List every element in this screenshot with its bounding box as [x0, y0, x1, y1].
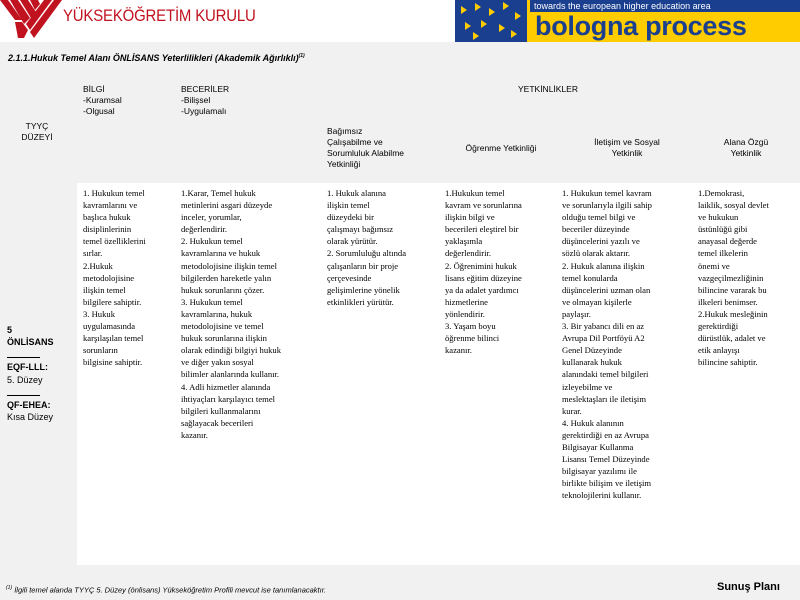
beceriler-column [175, 183, 321, 565]
column-text-line: ilişkin bilgi ve [445, 212, 495, 223]
yetkinlikler-header: YETKİNLİKLER [518, 84, 578, 94]
page-title: 2.1.1.Hukuk Temel Alanı ÖNLİSANS Yeterlilikleri (Akademik Ağırlıklı)$^{(1)}$ [8, 53, 305, 63]
column-text-line: düşüncelerini uzman olan [562, 284, 651, 295]
column-text-line: çalışmayı bağımsız [327, 224, 394, 235]
level-header: TYYÇ DÜZEYİ [21, 121, 53, 142]
column-text-line: kurar. [562, 405, 582, 416]
bilgi-column [77, 183, 175, 565]
column-text-line: sağlayacak becerileri [181, 417, 254, 428]
column-text-line: Lisansı Temel Düzeyinde [562, 454, 650, 465]
column-text-line: ya da adalet yardımcı [445, 284, 519, 295]
column-text-line: dürüstlük, adalet ve [698, 333, 766, 344]
column-text-line: gerektirdiği [698, 321, 739, 332]
column-text-line: temel konularda [562, 272, 618, 283]
column-text-line: 1.Hukukun temel [445, 188, 505, 198]
column-text-line: ve sorunlarıyla ilgili sahip [562, 200, 652, 211]
level-number: 5 [7, 325, 13, 335]
column-text-line: çerçevesinde [327, 272, 372, 283]
column-text-line: bilgisine sahiptir. [83, 357, 143, 368]
column-text-line: birlikte bilişim ve iletişim [562, 478, 652, 489]
column-text-line: gelişimlerine yönelik [327, 284, 400, 295]
column-text-line: 2.Hukuk [83, 260, 113, 271]
column-text-line: sorunların [83, 345, 118, 356]
column-text-line: sözlü olarak aktarır. [562, 248, 631, 259]
column-text-line: etkinlikleri yürütür. [327, 296, 394, 307]
subcol-header-bagimsiz: Bağımsız Çalışabilme ve Sorumluluk Alabilme Yetkinliği [327, 126, 405, 169]
column-text-line: ve hukukun [698, 212, 739, 223]
column-text-line: temel özelliklerini [83, 236, 146, 247]
subcol-header-ogrenme: Öğrenme Yetkinliği [465, 143, 537, 153]
level-name: ÖNLİSANS [7, 337, 54, 347]
yok-title: YÜKSEKÖĞRETİM KURULU [63, 6, 256, 25]
column-text-line: 2.Hukuk mesleğinin [698, 308, 768, 319]
column-text-line: 2. Hukukun temel [181, 236, 243, 247]
column-text-line: düzeydeki bir [327, 212, 375, 223]
column-text-line: beceriler düzeyinde [562, 224, 630, 235]
column-text-line: Avrupa Dil Portföyü A2 [562, 333, 645, 344]
column-text-line: alanındaki temel bilgileri [562, 369, 649, 380]
column-text-line: kavram ve sorunlarına [445, 200, 522, 211]
column-text-line: öğrenme bilinci [445, 333, 500, 344]
level-column [0, 183, 75, 565]
column-text-line: 1. Hukukun temel kavram [562, 188, 652, 198]
column-text-line: becerileri eleştirel bir [445, 224, 519, 235]
subcol-header-iletisim: İletişim ve Sosyal Yetkinlik [594, 137, 660, 158]
column-text-line: metinlerini asgari düzeyde [181, 200, 273, 211]
column-text-line: teknolojilerini kullanır. [562, 490, 642, 501]
column-text-line: 2. Hukuk alanına ilişkin [562, 260, 645, 271]
column-text-line: önemi ve [698, 260, 730, 271]
beceriler-header: BECERİLER -Bilişsel -Uygulamalı [181, 84, 230, 116]
column-text-line: lisans eğitim düzeyine [445, 272, 522, 283]
eqf-label: EQF-LLL: [7, 362, 48, 372]
divider [7, 357, 40, 358]
eqf-value: 5. Düzey [7, 375, 43, 385]
column-text-line: bilincine sahiptir. [698, 357, 758, 368]
column-text-line: metodolojisine [83, 272, 135, 283]
column-text-line: bilgileri kullanmalarını [181, 405, 261, 416]
column-text-line: değerlendirir. [181, 224, 228, 235]
bologna-stars-icon [455, 0, 527, 42]
column-text-line: gerektirdiği en az Avrupa [562, 429, 649, 440]
column-text-line: çalışanların bir proje [327, 260, 399, 271]
column-text-line: karşılaşılan temel [83, 333, 144, 344]
column-text-line: kullanarak hukuk [562, 357, 622, 368]
column-text-line: başlıca hukuk [83, 212, 131, 223]
column-text-line: 4. Hukuk alanının [562, 417, 624, 428]
column-text-line: 3. Hukuk [83, 308, 115, 319]
bologna-tagline: towards the european higher education area [530, 0, 800, 12]
qf-value: Kısa Düzey [7, 412, 54, 422]
column-text-line: temel ilkelerin [698, 248, 748, 259]
column-text-line: hukuk sorunlarına ilişkin [181, 333, 267, 344]
column-text-line: bilgilere sahiptir. [83, 296, 142, 307]
yok-logo-icon [0, 0, 62, 38]
column-text-line: bilincine vararak bu [698, 284, 767, 295]
divider [7, 395, 40, 396]
column-text-line: ilişkin temel [83, 284, 126, 295]
column-text-line: disiplinlerinin [83, 224, 132, 235]
column-text-line: olarak yürütür. [327, 236, 378, 247]
column-text-line: sırlar. [83, 248, 103, 259]
ogrenme-column [439, 183, 556, 565]
column-text-line: etik anlayışı [698, 345, 740, 356]
column-text-line: vazgeçilmezliğinin [698, 272, 764, 283]
column-text-line: metodolojisine ve temel [181, 321, 264, 332]
column-text-line: düşüncelerini yazılı ve [562, 236, 640, 247]
qf-label: QF-EHEA: [7, 400, 51, 410]
column-text-line: 1. Hukukun temel [83, 188, 145, 198]
column-text-line: 1. Hukuk alanına [327, 188, 386, 198]
column-text-line: 1.Demokrasi, [698, 188, 745, 198]
column-text-line: kazanır. [445, 345, 472, 356]
column-text-line: 3. Hukukun temel [181, 296, 243, 307]
column-text-line: kavramlarına ve hukuk [181, 248, 261, 259]
sunus-plani-link[interactable]: Sunuş Planı [717, 581, 780, 593]
column-text-line: inceler, yorumlar, [181, 212, 242, 223]
column-text-line: hizmetlerine [445, 296, 488, 307]
bologna-wordmark: bologna process [535, 11, 747, 41]
column-text-line: meslektaşları ile iletişim [562, 393, 647, 404]
column-text-line: laiklik, sosyal devlet [698, 200, 769, 211]
column-text-line: 4. Adli hizmetler alanında [181, 381, 271, 392]
column-text-line: metodolojisine ilişkin temel [181, 260, 277, 271]
column-text-line: anayasal değerde [698, 236, 757, 247]
iletisim-column [556, 183, 692, 565]
column-text-line: kazanır. [181, 429, 208, 440]
subcol-header-alana-ozgu: Alana Özgü Yetkinlik [723, 137, 769, 158]
bilgi-header: BİLGİ -Kuramsal -Olgusal [83, 84, 122, 116]
footnote: $^{(1)}$ İlgili temel alanda TYYÇ 5. Düzey (önlisans) Yükseköğretim Profili mevcut ise tanımlanacaktır. [6, 585, 327, 595]
column-text-line: olarak edindiği bilgiyi hukuk [181, 345, 282, 356]
bologna-banner [455, 0, 800, 42]
page-header [0, 0, 800, 42]
column-text-line: bilgisayar yazılımı ile [562, 466, 637, 477]
column-text-line: ve diğer yakın sosyal [181, 357, 254, 368]
bagimsiz-column [321, 183, 439, 565]
alana-ozgu-column [692, 183, 800, 565]
column-text-line: bilgilerden hareketle yalın [181, 272, 272, 283]
column-text-line: 2. Öğrenimini hukuk [445, 260, 517, 271]
column-text-line: kavramlarını ve [83, 200, 138, 211]
column-text-line: izleyebilme ve [562, 381, 613, 392]
column-text-line: bilimler alanlarında kullanır. [181, 369, 280, 380]
column-text-line: Bilgisayar Kullanma [562, 441, 634, 452]
column-text-line: ve olmayan kişilerle [562, 296, 632, 307]
column-text-line: olduğu temel bilgi ve [562, 212, 636, 223]
column-text-line: üstünlüğü gibi [698, 224, 748, 235]
column-text-line: 3. Bir yabancı dili en az [562, 321, 645, 332]
column-text-line: uygulamasında [83, 321, 136, 332]
column-text-line: 3. Yaşam boyu [445, 321, 496, 332]
column-text-line: kavramlarına, hukuk [181, 308, 253, 319]
column-text-line: yönlendirir. [445, 308, 485, 319]
column-text-line: yaklaşımla [445, 236, 483, 247]
column-text-line: 1.Karar, Temel hukuk [181, 188, 256, 198]
column-text-line: paylaşır. [562, 308, 591, 319]
column-text-line: ihtiyaçları karşılayıcı temel [181, 393, 276, 404]
column-text-line: hukuk sorunlarını çözer. [181, 284, 265, 295]
column-text-line: Genel Düzeyinde [562, 345, 622, 356]
column-text-line: 2. Sorumluluğu altında [327, 248, 407, 259]
column-text-line: değerlendirir. [445, 248, 492, 259]
column-text-line: ilkeleri benimser. [698, 296, 758, 307]
column-text-line: ilişkin temel [327, 200, 370, 211]
